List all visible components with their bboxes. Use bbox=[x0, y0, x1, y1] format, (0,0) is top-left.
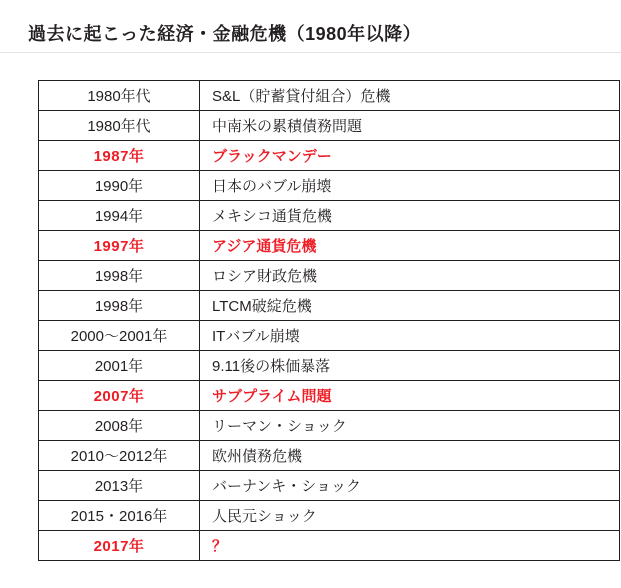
table-cell-year: 2001年 bbox=[39, 351, 200, 381]
table-row bbox=[39, 411, 620, 441]
table-row bbox=[39, 531, 620, 561]
table-cell-event: メキシコ通貨危機 bbox=[200, 201, 620, 231]
table-cell-year: 2017年 bbox=[39, 531, 200, 561]
table-cell-year: 2010〜2012年 bbox=[39, 441, 200, 471]
table-cell-year: 1997年 bbox=[39, 231, 200, 261]
table-cell-year: 1987年 bbox=[39, 141, 200, 171]
table-cell-year: 1990年 bbox=[39, 171, 200, 201]
table-cell-event: リーマン・ショック bbox=[200, 411, 620, 441]
table-row bbox=[39, 321, 620, 351]
table-row bbox=[39, 471, 620, 501]
title-divider bbox=[0, 52, 621, 53]
table-cell-event: 中南米の累積債務問題 bbox=[200, 111, 620, 141]
table-row bbox=[39, 351, 620, 381]
table-cell-event: S&L（貯蓄貸付組合）危機 bbox=[200, 81, 620, 111]
crisis-table bbox=[38, 80, 620, 561]
table-cell-year: 1980年代 bbox=[39, 111, 200, 141]
table-cell-year: 2013年 bbox=[39, 471, 200, 501]
table-row bbox=[39, 171, 620, 201]
table-row bbox=[39, 291, 620, 321]
table-row bbox=[39, 141, 620, 171]
table-cell-event: LTCM破綻危機 bbox=[200, 291, 620, 321]
table-cell-year: 2007年 bbox=[39, 381, 200, 411]
table-cell-event: ブラックマンデー bbox=[200, 141, 620, 171]
table-cell-event: ？ bbox=[200, 531, 620, 561]
table-cell-year: 1994年 bbox=[39, 201, 200, 231]
table-row bbox=[39, 501, 620, 531]
table-cell-year: 1980年代 bbox=[39, 81, 200, 111]
table-cell-event: バーナンキ・ショック bbox=[200, 471, 620, 501]
crisis-table-body bbox=[39, 81, 620, 561]
table-cell-year: 2008年 bbox=[39, 411, 200, 441]
crisis-table-container bbox=[38, 80, 583, 561]
table-row bbox=[39, 231, 620, 261]
table-cell-event: ITバブル崩壊 bbox=[200, 321, 620, 351]
table-row bbox=[39, 441, 620, 471]
table-cell-year: 2000〜2001年 bbox=[39, 321, 200, 351]
page-title: 過去に起こった経済・金融危機（1980年以降） bbox=[28, 24, 422, 44]
table-cell-event: 日本のバブル崩壊 bbox=[200, 171, 620, 201]
table-cell-year: 2015・2016年 bbox=[39, 501, 200, 531]
table-row bbox=[39, 111, 620, 141]
table-row bbox=[39, 261, 620, 291]
table-cell-event: 人民元ショック bbox=[200, 501, 620, 531]
table-cell-event: サブプライム問題 bbox=[200, 381, 620, 411]
table-cell-event: ロシア財政危機 bbox=[200, 261, 620, 291]
table-cell-year: 1998年 bbox=[39, 291, 200, 321]
table-cell-event: 欧州債務危機 bbox=[200, 441, 620, 471]
table-cell-event: 9.11後の株価暴落 bbox=[200, 351, 620, 381]
table-cell-event: アジア通貨危機 bbox=[200, 231, 620, 261]
table-cell-year: 1998年 bbox=[39, 261, 200, 291]
table-row bbox=[39, 81, 620, 111]
table-row bbox=[39, 381, 620, 411]
table-row bbox=[39, 201, 620, 231]
